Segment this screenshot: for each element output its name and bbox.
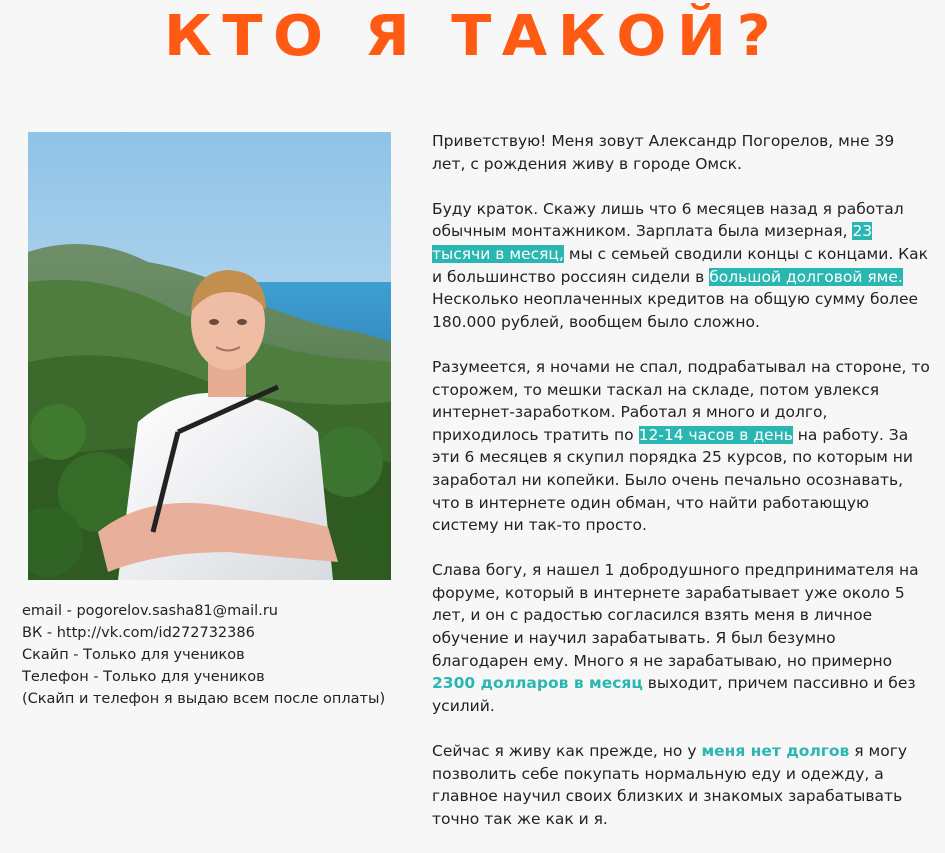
text-segment: Буду краток. Скажу лишь что 6 месяцев назад я работал обычным монтажником. Зарплата была мизерная,: [432, 199, 904, 241]
highlight-hours: 12-14 часов в день: [638, 425, 793, 444]
text-segment: на работу. За эти 6 месяцев я скупил порядка 25 курсов, по которым ни заработал ни копейки. Было очень печально осознавать, что в интернете один обман, что найти работающую систему ни так-то просто.: [432, 425, 914, 535]
text-segment: Разумеется, я ночами не спал, подрабатывал на стороне, то сторожем, то мешки таскал на складе, потом увлекся интернет-заработком. Работал я много и долго, приходилось тратить по: [432, 357, 930, 444]
highlight-debt: большой долговой яме.: [709, 267, 903, 286]
contact-phone: Телефон - Только для учеников: [22, 669, 265, 685]
text-segment: я могу позволить себе покупать нормальную еду и одежду, а главное научил своих близких и знакомых зарабатывать точно так же как и я.: [432, 742, 908, 828]
contact-email[interactable]: email - pogorelov.sasha81@mail.ru: [22, 603, 278, 619]
contacts-block: [22, 600, 402, 710]
page-title: КТО Я ТАКОЙ?: [163, 4, 782, 69]
contact-note: (Скайп и телефон я выдаю всем после оплаты): [22, 691, 386, 707]
highlight-income: 2300 долларов в месяц: [432, 674, 643, 693]
contact-vk[interactable]: ВК - http://vk.com/id272732386: [22, 625, 255, 641]
paragraph-work: [432, 356, 932, 537]
story-text: [432, 130, 932, 853]
paragraph-mentor: [432, 559, 932, 717]
text-segment: Слава богу, я нашел 1 добродушного предпринимателя на форуме, который в интернете зарабатывает уже около 5 лет, и он с радостью согласился взять меня в личное обучение и научил зарабатывать. Я был безумно благодарен ему. Много я не зарабатываю, но примерно: [432, 561, 919, 670]
person-portrait-photo-icon: [28, 132, 391, 580]
text-segment: мы с семьей сводили концы с концами. Как и большинство россиян сидели в: [432, 244, 929, 286]
author-photo: [28, 132, 391, 580]
highlight-salary: 23 тысячи в месяц,: [432, 222, 873, 263]
text-segment: Сейчас я живу как прежде, но у: [432, 742, 702, 761]
paragraph-greeting: Приветствую! Меня зовут Александр Погорелов, мне 39 лет, с рождения живу в городе Омск.: [432, 132, 895, 173]
highlight-no-debt: меня нет долгов: [701, 742, 850, 761]
paragraph-past: [432, 198, 932, 334]
text-segment: выходит, причем пассивно и без усилий.: [432, 674, 916, 715]
paragraph-now: [432, 740, 932, 830]
text-segment: Несколько неоплаченных кредитов на общую сумму более 180.000 рублей, вообщем было сложно.: [432, 290, 919, 331]
contact-skype: Скайп - Только для учеников: [22, 647, 245, 663]
